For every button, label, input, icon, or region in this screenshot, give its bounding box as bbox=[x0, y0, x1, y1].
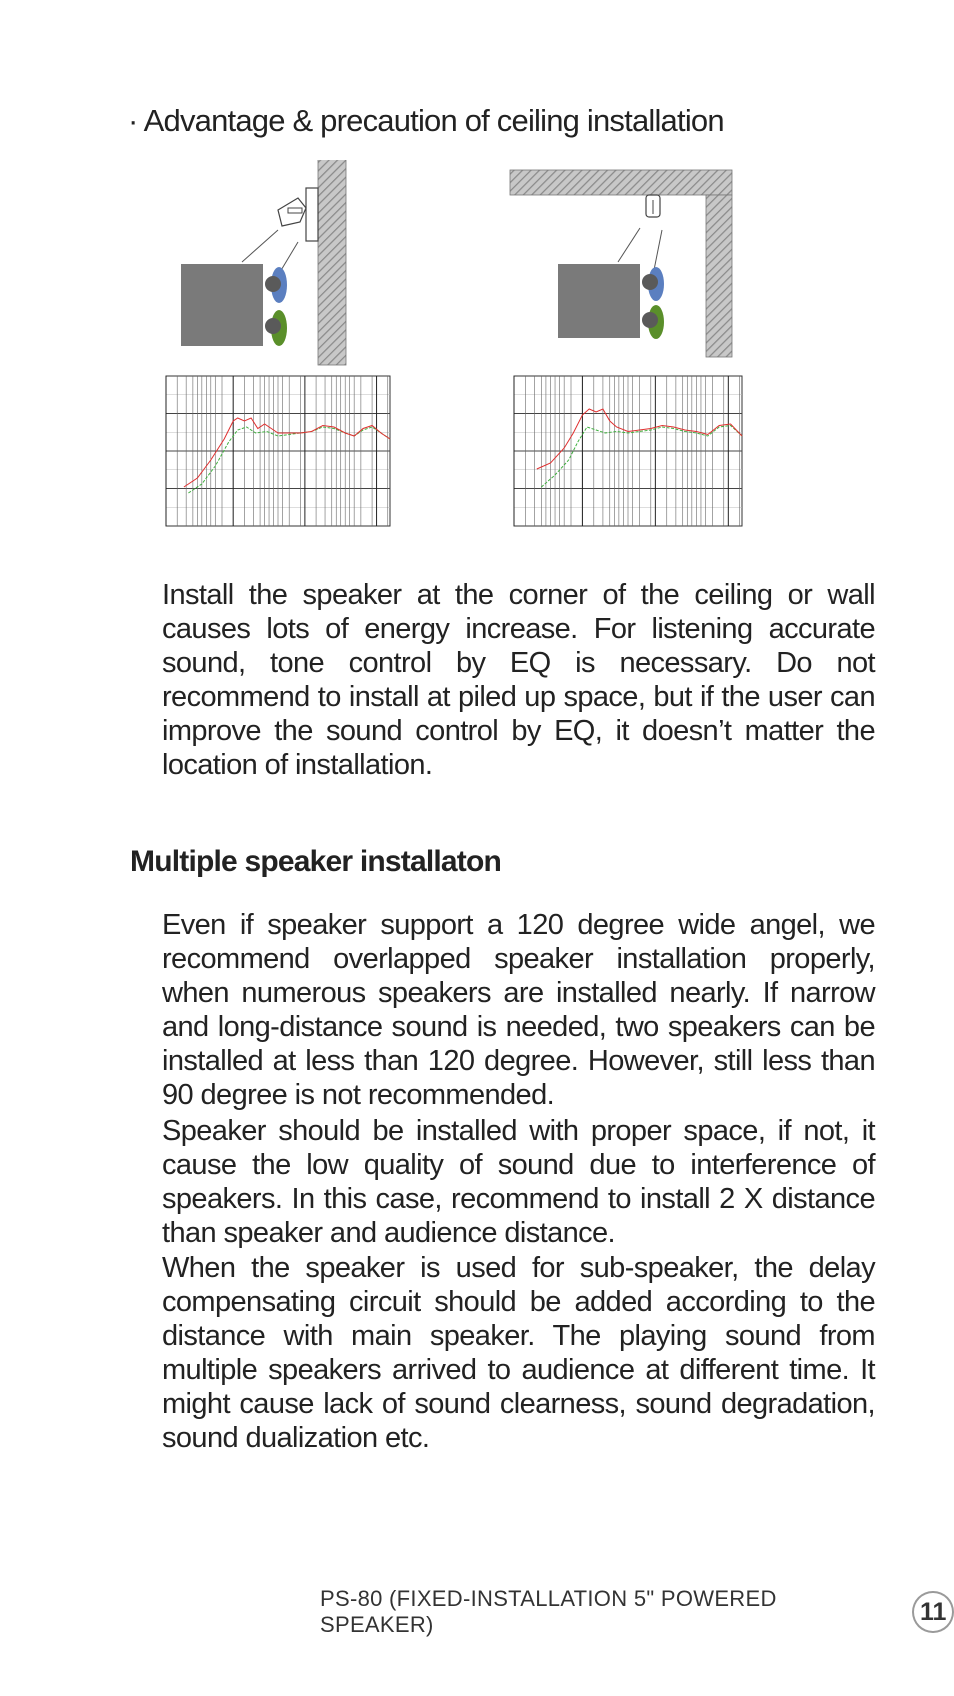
section-title: Multiple speaker installaton bbox=[130, 845, 502, 878]
footer-product-title: PS-80 (FIXED-INSTALLATION 5" POWERED SPEAKER) bbox=[320, 1586, 777, 1637]
page-footer bbox=[320, 1586, 954, 1637]
freq-graph-right bbox=[514, 376, 742, 526]
corner-wall-hatch bbox=[706, 195, 732, 357]
wall-mount-diagram bbox=[181, 160, 346, 365]
speaker-icon bbox=[278, 198, 306, 226]
ceiling-speaker-icon bbox=[646, 195, 660, 217]
freq-graph-left bbox=[166, 376, 390, 526]
audience-box-right bbox=[558, 264, 640, 338]
page-number: 11 bbox=[912, 1591, 954, 1633]
ceiling-hatch bbox=[510, 170, 732, 195]
multiple-speaker-paragraph-1: Even if speaker support a 120 degree wide angel, we recommend overlapped speaker installation properly, when numerous speakers are installed nearly. If narrow and long-distance sound is needed, two speakers can be installed at less than 120 degree. However, still less than 90 degree is not recommended. bbox=[162, 909, 875, 1111]
page-heading: · Advantage & precaution of ceiling installation bbox=[128, 103, 724, 138]
wall-bracket bbox=[306, 188, 318, 241]
ceiling-corner-diagram bbox=[510, 170, 732, 357]
multiple-speaker-paragraph-2: Speaker should be installed with proper space, if not, it cause the low quality of sound due to interference of speakers. In this case, recommend to install 2 X distance than speaker and audience distance. bbox=[162, 1115, 875, 1249]
ceiling-installation-text: Install the speaker at the corner of the ceiling or wall causes lots of energy increase. For listening accurate sound, tone control by EQ is necessary. Do not recommend to install at piled up space, but if the user can improve the sound control by EQ, it doesn’t matter the location of installation. bbox=[162, 579, 875, 781]
audience-box bbox=[181, 264, 263, 346]
wall-hatch bbox=[318, 160, 346, 365]
installation-figures bbox=[150, 160, 810, 580]
multiple-speaker-paragraph-3: When the speaker is used for sub-speaker, the delay compensating circuit should be added according to the distance with main speaker. The playing sound from multiple speakers arrived to audience at different time. It might cause lack of sound clearness, sound degradation, sound dualization etc. bbox=[162, 1252, 875, 1454]
